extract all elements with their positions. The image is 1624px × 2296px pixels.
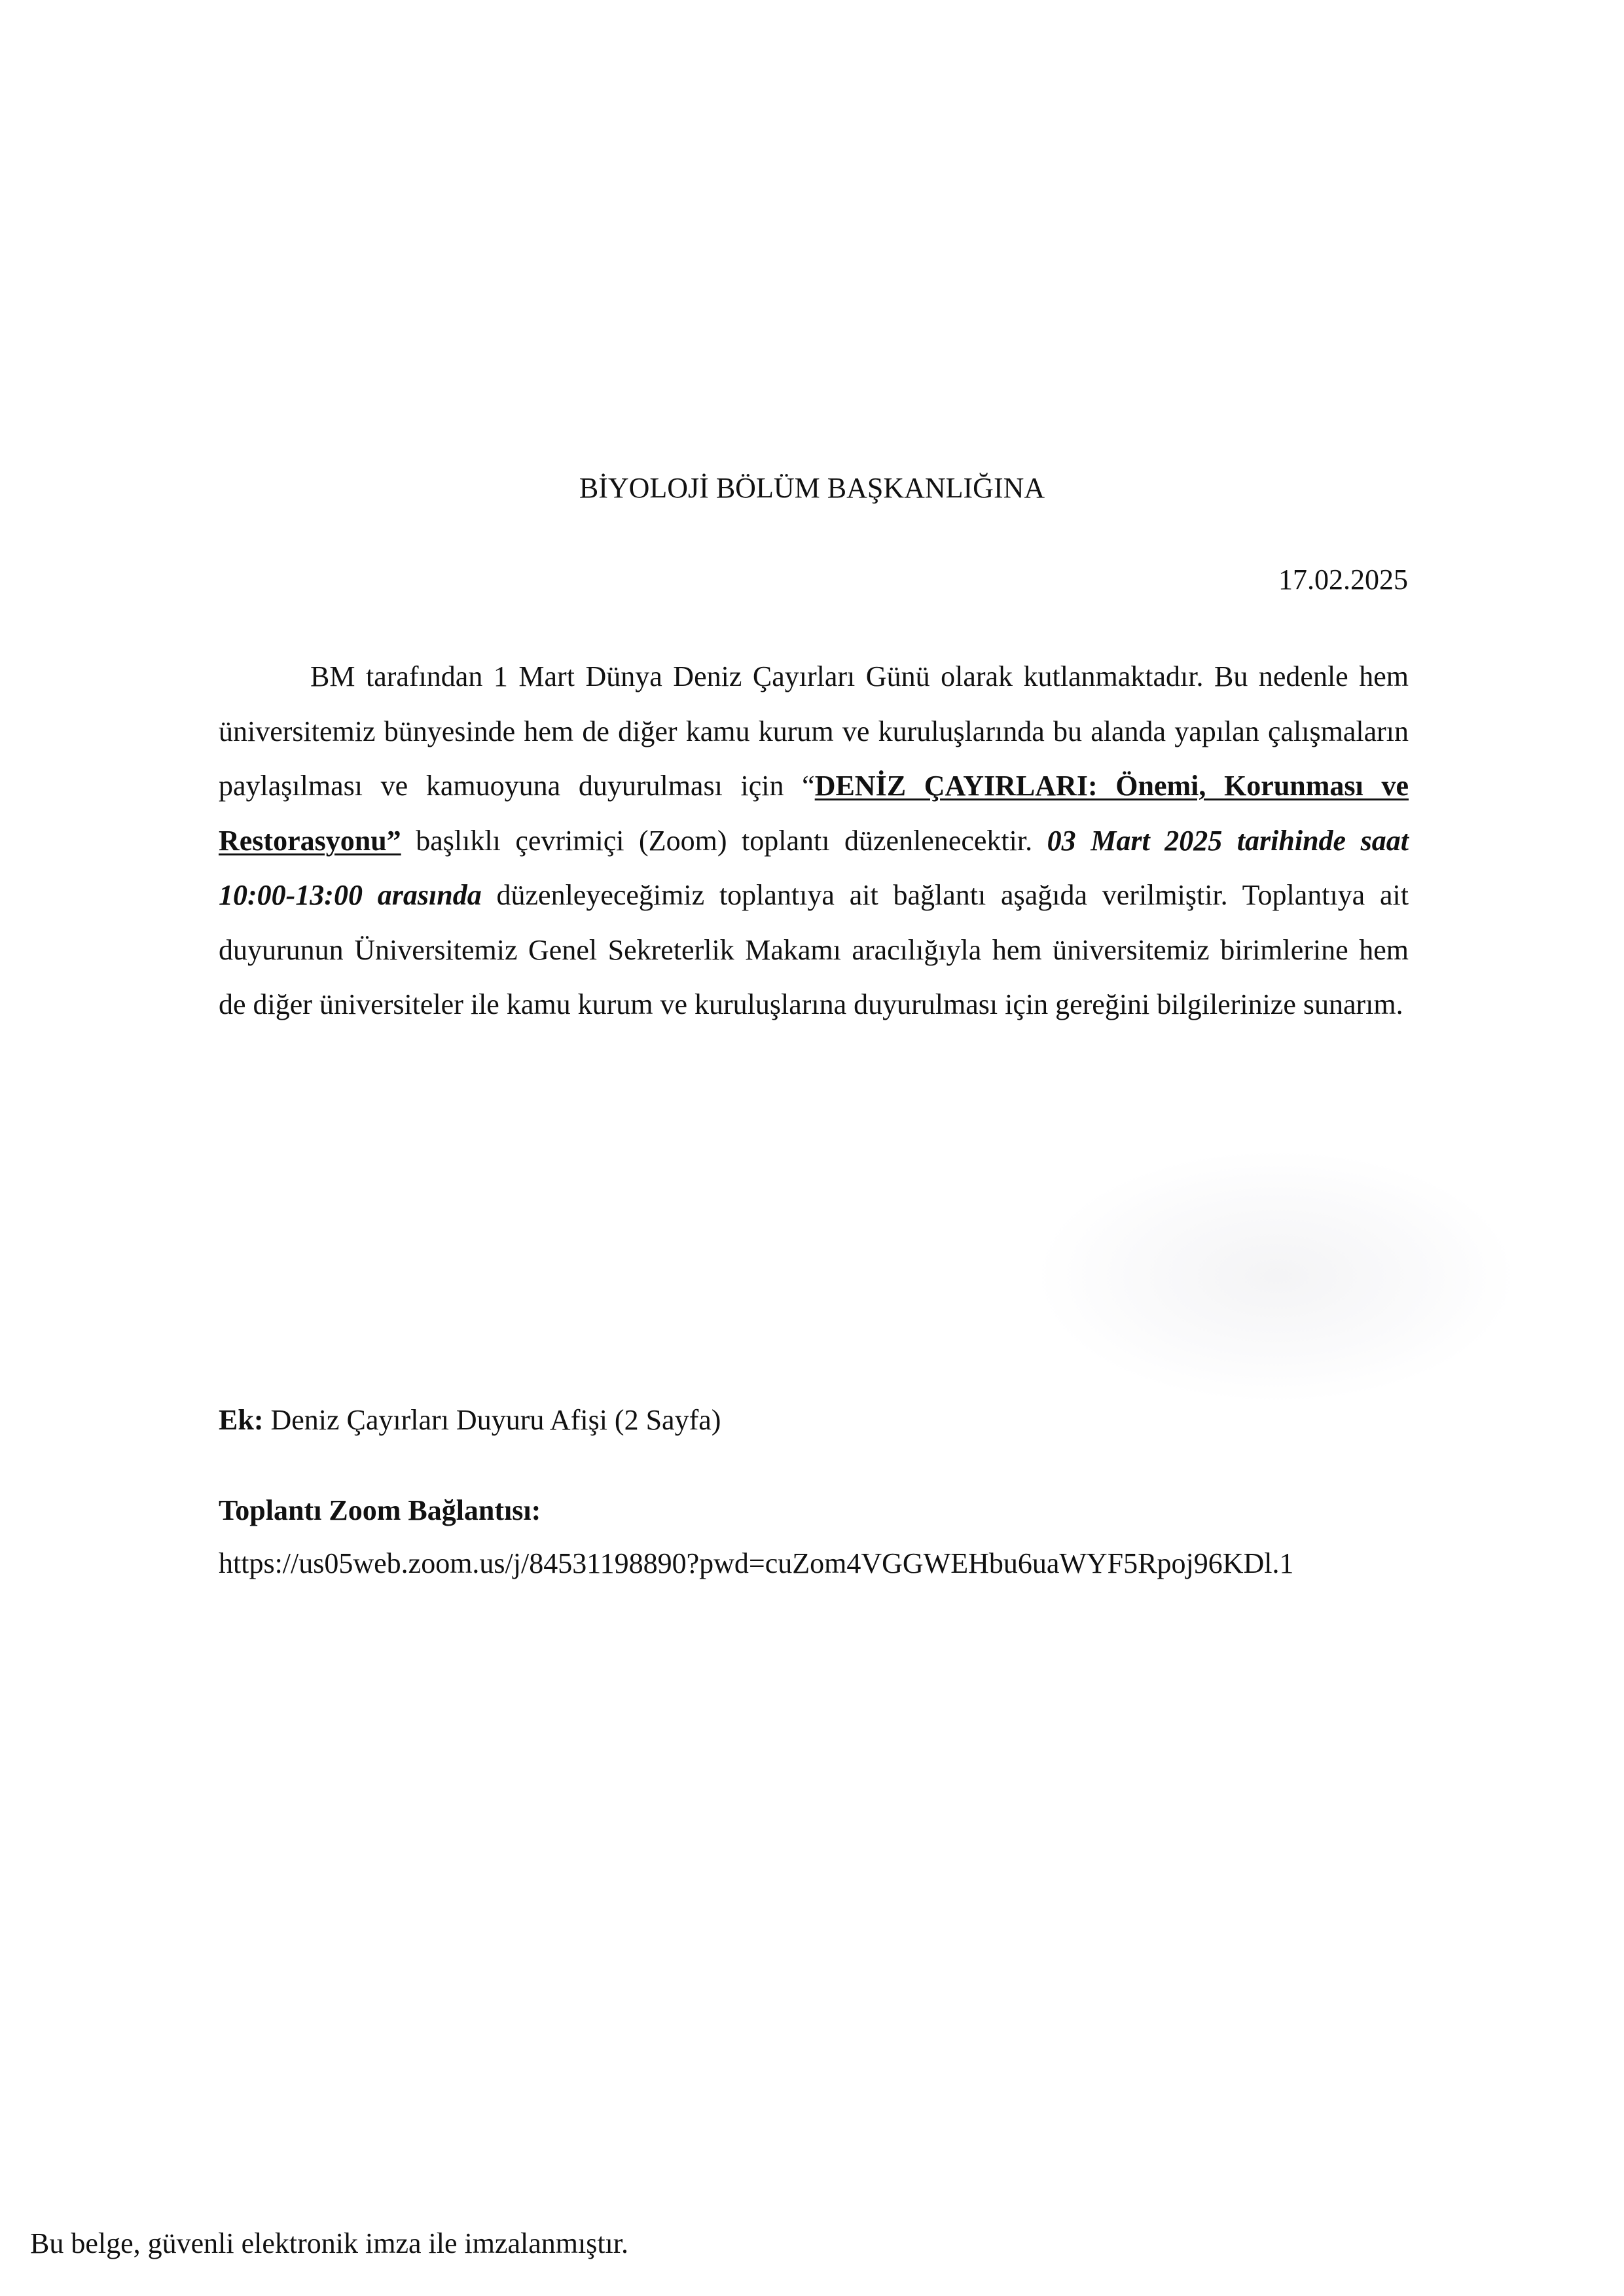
letter-date: 17.02.2025 (1278, 564, 1408, 596)
zoom-link[interactable]: https://us05web.zoom.us/j/84531198890?pwd=cuZom4VGGWEHbu6uaWYF5Rpoj96KDl.1 (219, 1547, 1294, 1579)
body-middle: başlıklı çevrimiçi (Zoom) toplantı düzenlenecektir. (401, 824, 1047, 857)
body-intro: BM tarafından 1 Mart Dünya Deniz Çayırları Günü olarak kutlanmaktadır. Bu nedenle hem üniversitemiz bünyesinde hem de diğer kamu kurum ve kuruluşlarında bu alanda yapılan çalışmaların paylaşılması ve kamuoyuna duyurulması için “ (219, 660, 1409, 802)
attachment-line (219, 1402, 721, 1439)
letter-body (219, 649, 1409, 1032)
zoom-link-label: Toplantı Zoom Bağlantısı: (219, 1494, 541, 1526)
meeting-title: DENİZ ÇAYIRLARI: Önemi, Korunması ve Restorasyonu” (219, 770, 1409, 857)
meeting-datetime: 03 Mart 2025 tarihinde saat 10:00-13:00 arasında (219, 824, 1409, 911)
body-closing: düzenleyeceğimiz toplantıya ait bağlantı aşağıda verilmiştir. Toplantıya ait duyurunun Üniversitemiz Genel Sekreterlik Makamı aracılığıyla hem üniversitemiz birimlerine hem de diğer üniversiteler ile kamu kurum ve kuruluşlarına duyurulması için gereğini bilgilerinize sunarım. (219, 879, 1409, 1020)
signature-stamp (1041, 1152, 1512, 1401)
e-signature-note: Bu belge, güvenli elektronik imza ile imzalanmıştır. (30, 2227, 628, 2259)
attachment-label: Ek: (219, 1404, 264, 1436)
recipient-heading: BİYOLOJİ BÖLÜM BAŞKANLIĞINA (579, 472, 1045, 504)
attachment-text: Deniz Çayırları Duyuru Afişi (2 Sayfa) (263, 1404, 721, 1436)
